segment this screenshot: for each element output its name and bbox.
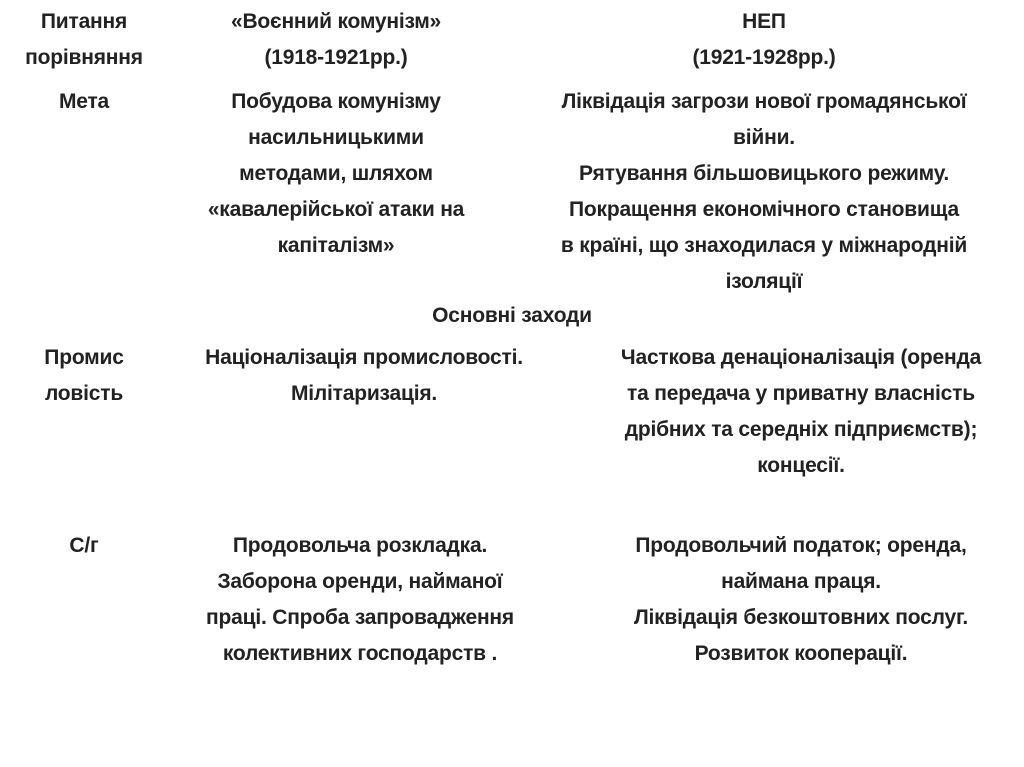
header-nep: НЕП (1921-1928рр.) [692,10,836,69]
section-title-main-measures: Основні заходи [432,304,592,327]
agriculture-war-communism: Продовольча розкладка. Заборона оренди, найманої праці. Спроба запровадження колективних господарств . [206,534,514,665]
goal-nep: Ліквідація загрози нової громадянської війни. Рятування більшовицького режиму. Покращення економічного становища в країні, що знаходилася у міжнародній ізоляції [560,90,968,293]
row-label-goal: Мета [58,90,110,113]
industry-nep: Часткова денаціоналізація (оренда та передача у приватну власність дрібних та середніх підприємств); концесії. [620,346,982,477]
agriculture-nep: Продовольчий податок; оренда, наймана праця. Ліквідація безкоштовних послуг. Розвиток кооперації. [633,534,969,665]
header-war-communism: «Воєнний комунізм» (1918-1921рр.) [230,10,442,69]
header-comparison-question: Питання порівняння [25,10,143,69]
goal-war-communism: Побудова комунізму насильницькими методами, шляхом «кавалерійської атаки на капіталізм» [207,90,465,257]
row-label-agriculture: С/г [69,534,99,557]
industry-war-communism: Націоналізація промисловості. Мілітаризація. [205,346,523,405]
row-label-industry: Промис ловість [44,346,124,405]
